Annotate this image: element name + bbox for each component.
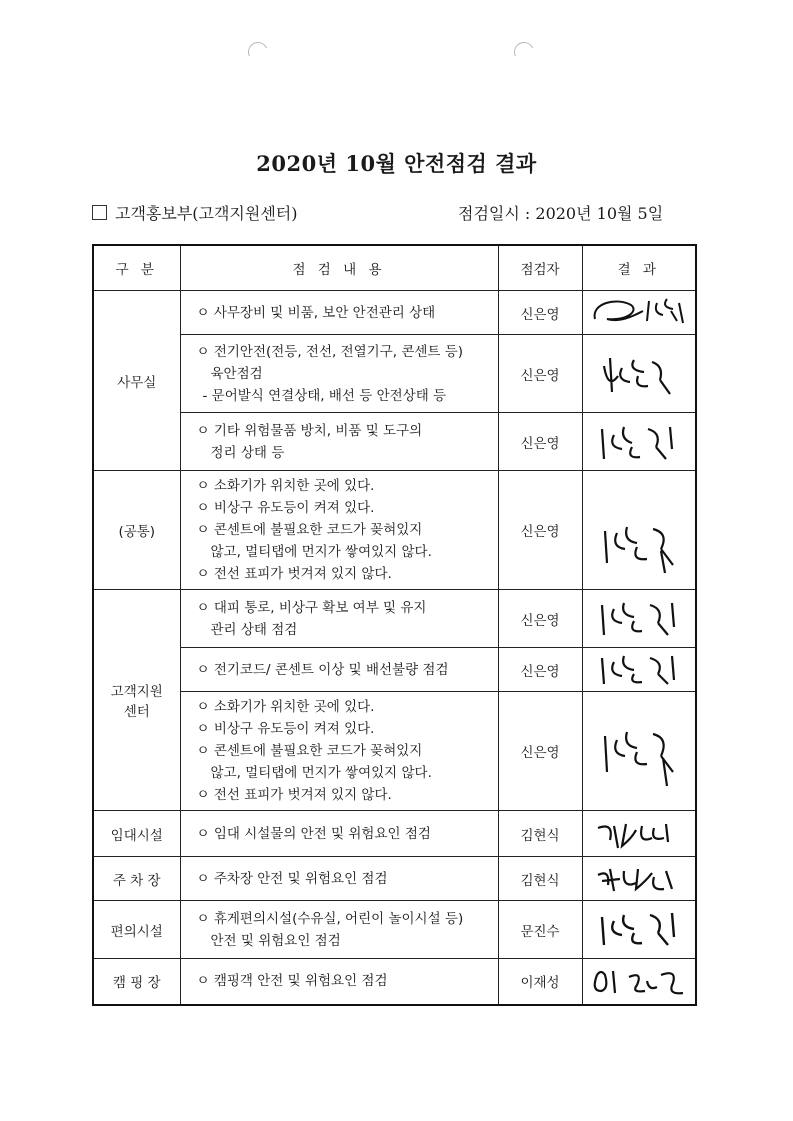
content-line: ㅇ 전기코드/ 콘센트 이상 및 배선불량 점검: [196, 661, 449, 678]
category-label: 고객지원: [110, 684, 163, 700]
table-row: [93, 413, 696, 471]
signature-icon: [582, 291, 696, 335]
department-label: [92, 201, 298, 224]
punch-hole-icon: [245, 39, 271, 65]
content-line: ㅇ 캠핑객 안전 및 위험요인 점검: [196, 973, 388, 990]
table-row: [93, 335, 696, 413]
table-row: [93, 692, 696, 811]
category-cell: [93, 590, 180, 811]
table-row: [93, 590, 696, 648]
content-cell: [180, 959, 498, 1005]
content-line: ㅇ 임대 시설물의 안전 및 위험요인 점검: [196, 825, 431, 842]
signature-icon: [582, 335, 696, 413]
table-row: [93, 901, 696, 959]
content-line: ㅇ 비상구 유도등이 켜져 있다.: [196, 721, 375, 737]
content-line: ㅇ 대피 통로, 비상구 확보 여부 및 유지: [196, 599, 427, 616]
content-cell: [180, 291, 498, 335]
table-row: [93, 291, 696, 335]
table-header-row: [93, 245, 696, 291]
content-line: ㅇ 전기안전(전등, 전선, 전열기구, 콘센트 등): [196, 343, 464, 360]
signature-icon: [582, 590, 696, 648]
signature-icon: [582, 901, 696, 959]
content-line: 안전 및 위험요인 점검: [210, 932, 341, 949]
table-row: [93, 811, 696, 857]
department-name: 고객홍보부(고객지원센터): [115, 204, 298, 223]
content-cell: [180, 811, 498, 857]
signature-icon: [582, 692, 696, 811]
category-cell: 사무실: [93, 291, 180, 471]
category-cell: (공통): [93, 471, 180, 590]
signature-icon: [582, 413, 696, 471]
category-cell: 편의시설: [93, 901, 180, 959]
table-row: [93, 648, 696, 692]
punch-hole-icon: [511, 39, 537, 65]
content-line: ㅇ 콘센트에 불필요한 코드가 꽂혀있지: [196, 522, 423, 538]
checkbox[interactable]: [92, 205, 107, 220]
content-line: ㅇ 소화기가 위치한 곳에 있다.: [196, 478, 375, 494]
signature-icon: [582, 959, 696, 1005]
inspector-cell: 신은영: [498, 648, 582, 692]
content-cell: [180, 413, 498, 471]
content-cell: [180, 335, 498, 413]
content-line: ㅇ 휴게편의시설(수유실, 어린이 놀이시설 등): [196, 910, 464, 927]
inspection-table: [92, 244, 697, 1006]
document-title: 2020년 10월 안전점검 결과: [256, 151, 537, 176]
content-cell: [180, 901, 498, 959]
inspector-cell: 신은영: [498, 335, 582, 413]
inspector-cell: 신은영: [498, 692, 582, 811]
content-line: 관리 상태 점검: [210, 621, 298, 638]
content-line: 않고, 멀티탭에 먼지가 쌓여있지 않다.: [210, 765, 432, 781]
content-cell: [180, 590, 498, 648]
content-line: 정리 상태 등: [210, 444, 285, 461]
header-content: 점 검 내 용: [180, 245, 498, 291]
content-line: ㅇ 전선 표피가 벗겨져 있지 않다.: [196, 787, 392, 803]
content-cell: [180, 648, 498, 692]
content-line: ㅇ 기타 위험물품 방치, 비품 및 도구의: [196, 422, 423, 439]
content-cell: [180, 471, 498, 590]
inspection-date: 점검일시 : 2020년 10월 5일: [458, 204, 664, 223]
content-cell: [180, 692, 498, 811]
content-line: - 문어발식 연결상태, 배선 등 안전상태 등: [202, 387, 447, 404]
inspector-cell: 문진수: [498, 901, 582, 959]
content-line: 않고, 멀티탭에 먼지가 쌓여있지 않다.: [210, 544, 432, 560]
inspector-cell: 신은영: [498, 413, 582, 471]
category-cell: 캠 핑 장: [93, 959, 180, 1005]
content-line: ㅇ 소화기가 위치한 곳에 있다.: [196, 699, 375, 715]
header-result: 결 과: [582, 245, 696, 291]
inspector-cell: 김현식: [498, 857, 582, 901]
inspector-cell: 신은영: [498, 471, 582, 590]
category-cell: 주 차 장: [93, 857, 180, 901]
content-line: 육안점검: [210, 365, 263, 382]
inspector-cell: 이재성: [498, 959, 582, 1005]
table-row: [93, 857, 696, 901]
content-line: ㅇ 콘센트에 불필요한 코드가 꽂혀있지: [196, 743, 423, 759]
content-line: ㅇ 전선 표피가 벗겨져 있지 않다.: [196, 566, 392, 582]
category-label: 센터: [123, 704, 150, 720]
header-category: 구 분: [93, 245, 180, 291]
table-row: [93, 471, 696, 590]
inspector-cell: 신은영: [498, 590, 582, 648]
inspector-cell: 김현식: [498, 811, 582, 857]
header-inspector: 점검자: [498, 245, 582, 291]
category-cell: 임대시설: [93, 811, 180, 857]
content-line: ㅇ 비상구 유도등이 켜져 있다.: [196, 500, 375, 516]
content-line: ㅇ 사무장비 및 비품, 보안 안전관리 상태: [196, 304, 436, 321]
signature-icon: [582, 811, 696, 857]
content-cell: [180, 857, 498, 901]
signature-icon: [582, 648, 696, 692]
content-line: ㅇ 주차장 안전 및 위험요인 점검: [196, 870, 388, 887]
signature-icon: [582, 471, 696, 590]
signature-icon: [582, 857, 696, 901]
inspector-cell: 신은영: [498, 291, 582, 335]
table-row: [93, 959, 696, 1005]
